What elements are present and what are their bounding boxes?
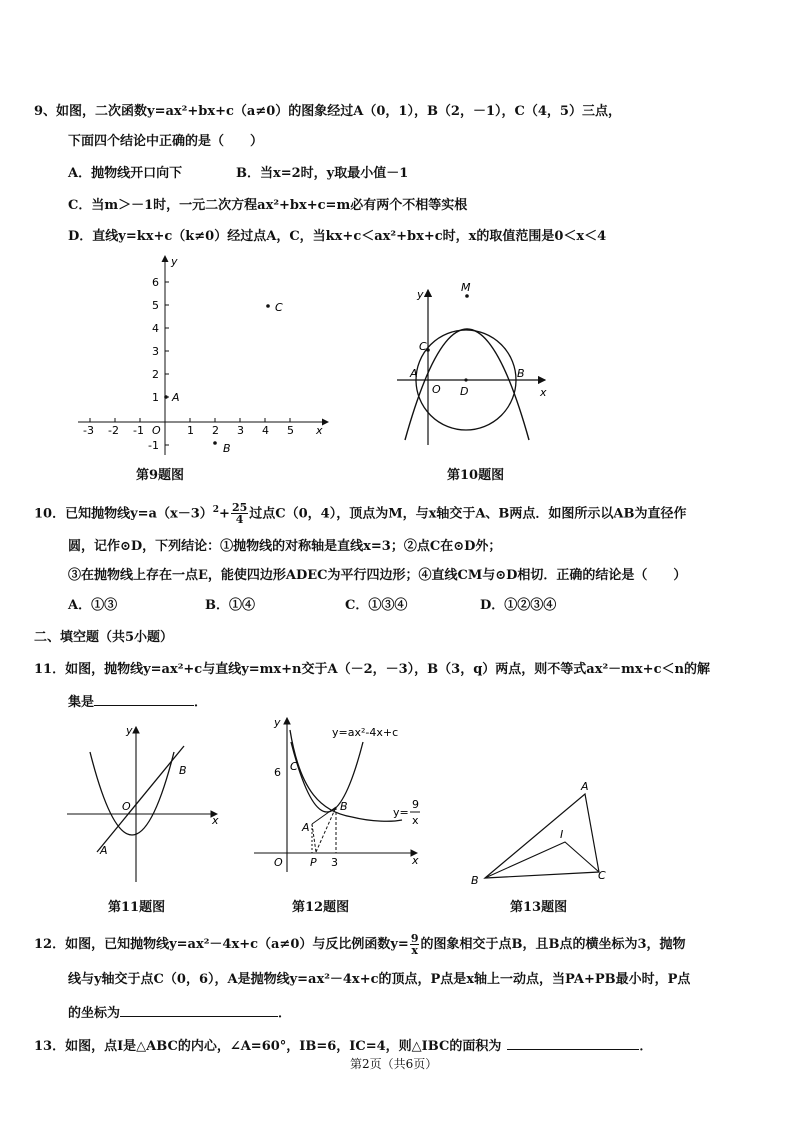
q12-label-b: B: [340, 800, 348, 813]
q11-stem-line1: 11．如图，抛物线y=ax²+c与直线y=mx+n交于A（－2，－3），B（3，q）两点，则不等式ax²－mx+c＜n的解: [34, 662, 710, 677]
q13-label-b: B: [471, 874, 479, 887]
q9-x-tick: 5: [287, 424, 294, 437]
q11-figure-caption: 第11题图: [108, 900, 166, 915]
q11-stem-text: 集是: [68, 695, 95, 710]
q12-fraction: [410, 933, 420, 956]
q12-stem-end: ．: [278, 1006, 292, 1021]
q10-label-b: B: [517, 367, 525, 380]
q9-y-tick: -1: [148, 439, 159, 452]
q11-line: [97, 746, 184, 852]
q10-option-a: A．①③: [68, 598, 118, 613]
q12-tick-6: 6: [274, 766, 281, 779]
q11-parabola: [90, 752, 174, 835]
q13-figure: [465, 780, 625, 890]
q9-figure: [70, 250, 340, 460]
q10-option-b: B．①④: [205, 598, 255, 613]
q12-segment-ap: [312, 824, 316, 852]
q9-option-c: C．当m＞－1时，一元二次方程ax²+bx+c=m必有两个不相等实根: [68, 198, 468, 213]
q12-label-p: P: [310, 856, 317, 869]
q10-fraction: [231, 502, 248, 525]
q10-option-d: D．①②③④: [480, 598, 557, 613]
q12-hyp-label-lhs: y=: [393, 806, 409, 819]
q10-figure: [395, 280, 565, 450]
q13-triangle-abc: [485, 794, 599, 878]
q11-label-b: B: [179, 764, 187, 777]
q9-y-tick: 6: [152, 276, 159, 289]
q10-stem-plus: +: [219, 506, 230, 522]
q11-answer-blank[interactable]: [94, 693, 194, 706]
q12-stem-text: 12．如图，已知抛物线y=ax²－4x+c（a≠0）与反比例函数y=: [34, 937, 409, 952]
q10-frac-den: 4: [235, 513, 244, 527]
q12-frac-num: 9: [410, 932, 419, 945]
q10-point-m: [465, 294, 469, 298]
q13-answer-blank[interactable]: [507, 1037, 639, 1050]
q12-y-label: y: [274, 716, 281, 729]
q9-x-tick: -2: [108, 424, 119, 437]
q12-figure: [252, 712, 432, 877]
q9-y-label: y: [171, 255, 178, 268]
q9-origin: O: [152, 424, 161, 437]
q10-stem-line3: ③在抛物线上存在一点E，能使四边形ADEC为平行四边形；④直线CM与⊙D相切．正确的结论是（ ）: [68, 568, 687, 583]
q10-stem-line2: 圆，记作⊙D，下列结论：①抛物线的对称轴是直线x=3；②点C在⊙D外；: [68, 539, 502, 554]
q12-stem-text2: 的图象相交于点B，且B点的横坐标为3，抛物: [420, 937, 686, 952]
q12-stem-line1: [34, 933, 686, 956]
q13-stem: [34, 1037, 652, 1055]
q12-origin: O: [274, 856, 283, 869]
q10-point-d: [464, 378, 467, 381]
q12-x-label: x: [412, 854, 419, 867]
q12-hyp-num: 9: [412, 798, 419, 811]
q9-x-tick: 2: [212, 424, 219, 437]
q10-option-c: C．①③④: [345, 598, 408, 613]
q10-label-o: O: [432, 383, 441, 396]
q10-label-d: D: [460, 385, 469, 398]
q11-figure: [62, 722, 222, 887]
q9-option-b: B．当x=2时，y取最小值－1: [236, 166, 409, 181]
q10-y-label: y: [417, 288, 424, 301]
q11-label-a: A: [100, 844, 108, 857]
q13-stem-end: ．: [639, 1039, 653, 1054]
q12-hyp-den: x: [412, 814, 419, 827]
q9-figure-caption: 第9题图: [136, 468, 185, 483]
q10-stem-line1: [34, 502, 686, 525]
q11-y-label: y: [126, 724, 133, 737]
q9-stem-line1: 9、如图，二次函数y=ax²+bx+c（a≠0）的图象经过A（0，1），B（2，－1），C（4，5）三点，: [34, 104, 621, 119]
q11-origin: O: [122, 800, 131, 813]
q9-y-tick: 4: [152, 322, 159, 335]
q10-stem-text: 10．已知抛物线y=a（x－3）: [34, 506, 213, 522]
q9-y-tick: 3: [152, 345, 159, 358]
q9-x-tick: 3: [237, 424, 244, 437]
q10-label-c: C: [419, 340, 427, 353]
q9-y-tick: 2: [152, 368, 159, 381]
q9-label-a: A: [172, 391, 180, 404]
q12-stem-line3: [68, 1004, 291, 1022]
q9-x-tick: -3: [83, 424, 94, 437]
q9-y-tick: 1: [152, 391, 159, 404]
q11-stem-end: ．: [194, 695, 208, 710]
q9-label-c: C: [275, 301, 283, 314]
section-title: 二、填空题（共5小题）: [34, 630, 174, 645]
q10-x-label: x: [540, 386, 547, 399]
q12-figure-caption: 第12题图: [292, 900, 350, 915]
q11-x-label: x: [212, 814, 219, 827]
q10-figure-caption: 第10题图: [447, 468, 505, 483]
q9-label-b: B: [223, 442, 231, 455]
q13-stem-text: 13．如图，点I是△ABC的内心，∠A=60°，IB=6，IC=4，则△IBC的面积为: [34, 1039, 502, 1054]
q9-point-b: [213, 441, 217, 445]
q9-point-a: [164, 395, 168, 399]
q10-point-c: [426, 348, 430, 352]
q11-stem-line2: [68, 693, 207, 711]
q9-point-c: [266, 304, 270, 308]
q9-option-d: D．直线y=kx+c（k≠0）经过点A，C，当kx+c＜ax²+bx+c时，x的取值范围是0＜x＜4: [68, 229, 607, 244]
q12-tick-3: 3: [331, 856, 338, 869]
q13-label-a: A: [581, 780, 589, 793]
q10-frac-num: 25: [231, 501, 248, 515]
q9-x-tick: -1: [133, 424, 144, 437]
q9-x-tick: 1: [187, 424, 194, 437]
q9-x-label: x: [316, 424, 323, 437]
q13-label-i: I: [560, 828, 564, 841]
q12-label-a: A: [302, 821, 310, 834]
q9-x-tick: 4: [262, 424, 269, 437]
q10-label-m: M: [461, 281, 471, 294]
q12-stem-line2: 线与y轴交于点C（0，6），A是抛物线y=ax²－4x+c的顶点，P点是x轴上一动点，当PA+PB最小时，P点: [68, 972, 691, 987]
q13-figure-caption: 第13题图: [510, 900, 568, 915]
q9-option-a: A．抛物线开口向下: [68, 166, 183, 181]
q9-y-tick: 5: [152, 299, 159, 312]
q12-frac-den: x: [411, 944, 418, 957]
page-footer: 第2页（共6页）: [350, 1057, 438, 1071]
q12-stem-text3: 的坐标为: [68, 1006, 121, 1021]
q12-answer-blank[interactable]: [120, 1004, 278, 1017]
q10-stem-text2: 过点C（0，4），顶点为M，与x轴交于A、B两点．如图所示以AB为直径作: [249, 506, 687, 522]
q10-label-a: A: [410, 367, 418, 380]
q13-label-c: C: [598, 869, 606, 882]
q10-stem-sup: 2: [212, 505, 220, 515]
q12-label-c: C: [290, 760, 298, 773]
q12-parabola: [291, 742, 363, 812]
q12-curve-label: y=ax²-4x+c: [332, 726, 399, 739]
q9-stem-line2: 下面四个结论中正确的是（ ）: [68, 134, 264, 149]
